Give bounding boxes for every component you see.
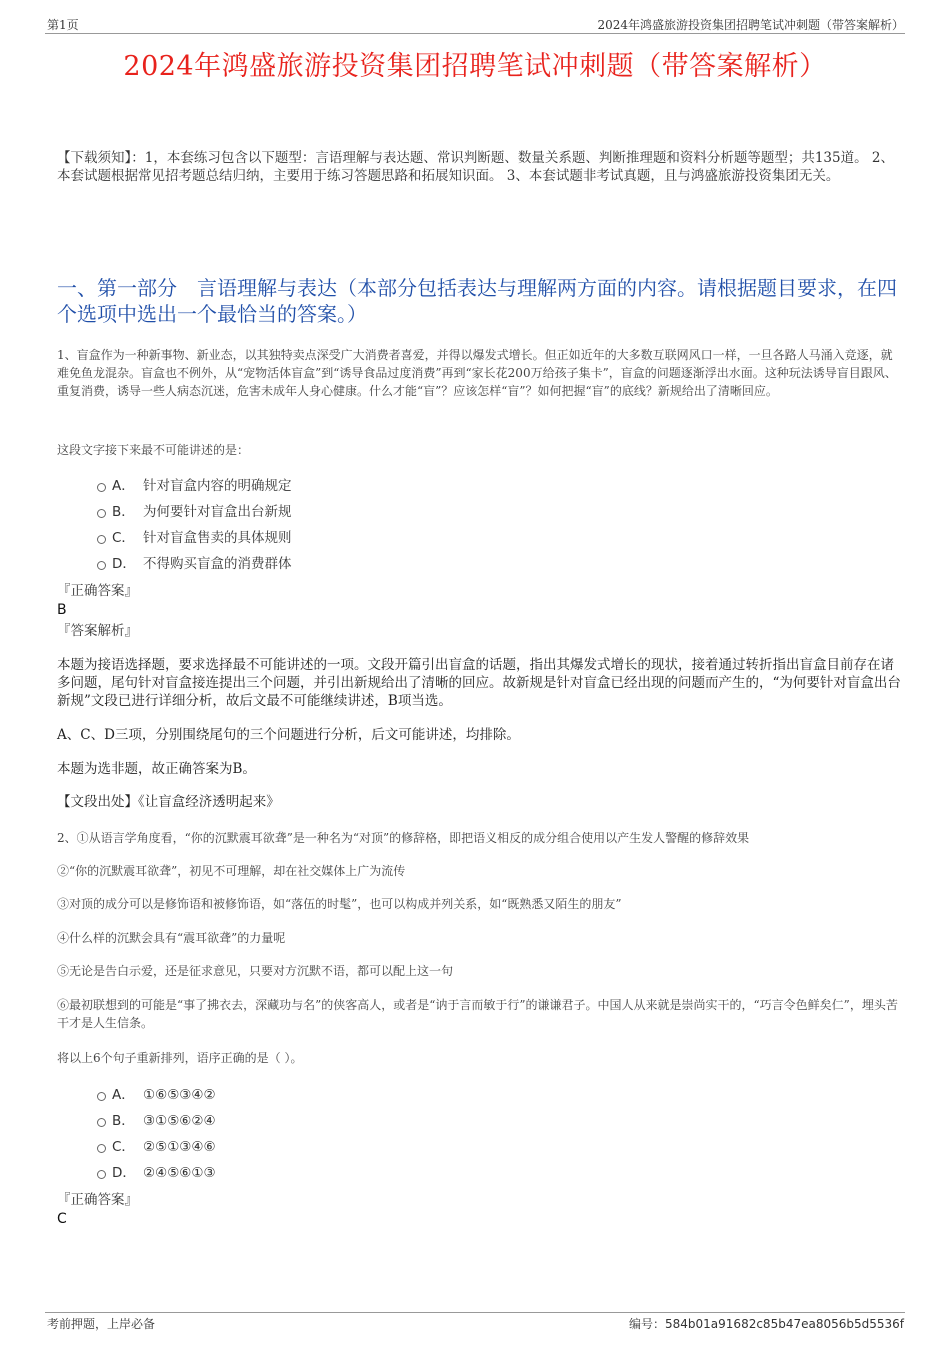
q1-option-d[interactable] — [97, 554, 292, 574]
section-heading: 一、第一部分 言语理解与表达（本部分包括表达与理解两方面的内容。请根据题目要求，在四个选项中选出一个最恰当的答案。） — [57, 276, 897, 326]
q1-analysis-para-3: 本题为选非题，故正确答案为B。 — [57, 761, 256, 777]
q2-sentence-5: ⑤无论是告白示爱，还是征求意见，只要对方沉默不语，都可以配上这一句 — [57, 964, 454, 978]
q2-sentence-1: 2、①从语言学角度看，“你的沉默震耳欲聋”是一种名为“对顶”的修辞格，即把语义相反的成分组合使用以产生发人警醒的修辞效果 — [57, 831, 750, 845]
q2-option-a[interactable] — [97, 1085, 216, 1105]
q1-analysis-para-2: A、C、D三项，分别围绕尾句的三个问题进行分析，后文可能讲述，均排除。 — [57, 727, 520, 743]
document-title: 2024年鸿盛旅游投资集团招聘笔试冲刺题（带答案解析） — [123, 51, 827, 82]
q2-answer-label: 『正确答案』 — [57, 1192, 138, 1208]
q2-sentence-6: ⑥最初联想到的可能是“事了拂衣去，深藏功与名”的侠客高人，或者是“讷于言而敏于行”的谦谦君子。中国人从来就是崇尚实干的，“巧言令色鲜矣仁”，埋头苦干才是人生信条。 — [57, 998, 898, 1030]
page-number: 第1页 — [47, 18, 79, 32]
footer-slogan: 考前押题，上岸必备 — [47, 1317, 156, 1331]
option-text: 不得购买盲盒的消费群体 — [143, 556, 292, 572]
code-label: 编号： — [629, 1317, 666, 1331]
option-text: 针对盲盒内容的明确规定 — [143, 478, 292, 494]
option-letter: C． — [112, 1139, 135, 1155]
q1-source: 【文段出处】《让盲盒经济透明起来》 — [57, 794, 280, 810]
option-text: ②⑤①③④⑥ — [143, 1139, 216, 1155]
q2-sentence-3: ③对顶的成分可以是修饰语和被修饰语，如“落伍的时髦”，也可以构成并列关系，如“既熟悉又陌生的朋友” — [57, 897, 622, 911]
q1-answer-label: 『正确答案』 — [57, 583, 138, 599]
download-notice: 【下载须知】：1，本套练习包含以下题型：言语理解与表达题、常识判断题、数量关系题、判断推理题和资料分析题等题型；共135道。 2、本套试题根据常见招考题总结归纳，主要用于练习答题思路和拓展知识面。 3、本套试题非考试真题，且与鸿盛旅游投资集团无关。 — [57, 150, 894, 184]
q1-passage: 1、盲盒作为一种新事物、新业态，以其独特卖点深受广大消费者喜爱，并得以爆发式增长。但正如近年的大多数互联网风口一样，一旦各路人马涌入竞逐，就难免鱼龙混杂。盲盒也不例外，从“宠物活体盲盒”到“诱导食品过度消费”再到“家长花200万给孩子集卡”，盲盒的问题逐渐浮出水面。这种玩法诱导盲目跟风、重复消费，诱导一些人病态沉迷，危害未成年人身心健康。什么才能“盲”？应该怎样“盲”？如何把握“盲”的底线？新规给出了清晰回应。 — [57, 348, 897, 398]
option-letter: D． — [112, 1165, 136, 1181]
option-text: ①⑥⑤③④② — [143, 1087, 216, 1103]
footer-divider — [45, 1312, 905, 1313]
radio-icon[interactable] — [97, 509, 106, 518]
q1-option-a[interactable] — [97, 476, 292, 496]
q2-answer-value: C — [57, 1211, 67, 1227]
q2-option-c[interactable] — [97, 1137, 216, 1157]
option-text: ③①⑤⑥②④ — [143, 1113, 216, 1129]
code-value: 584b01a91682c85b47ea8056b5d5536f — [665, 1317, 904, 1331]
header-divider — [45, 33, 905, 34]
q1-analysis-label: 『答案解析』 — [57, 623, 138, 639]
q1-option-b[interactable] — [97, 502, 292, 522]
q1-option-c[interactable] — [97, 528, 292, 548]
option-letter: B． — [112, 504, 135, 520]
option-letter: C． — [112, 530, 135, 546]
radio-icon[interactable] — [97, 483, 106, 492]
option-text: ②④⑤⑥①③ — [143, 1165, 216, 1181]
q2-option-d[interactable] — [97, 1163, 216, 1183]
document-code — [629, 1315, 904, 1332]
q1-analysis-para-1: 本题为接语选择题，要求选择最不可能讲述的一项。文段开篇引出盲盒的话题，指出其爆发式增长的现状，接着通过转折指出盲盒目前存在诸多问题，尾句针对盲盒接连提出三个问题，并引出新规给出了清晰的回应。故新规是针对盲盒已经出现的问题而产生的，“为何要针对盲盒出台新规”文段已进行详细分析，故后文最不可能继续讲述，B项当选。 — [57, 657, 901, 709]
running-header-title: 2024年鸿盛旅游投资集团招聘笔试冲刺题（带答案解析） — [597, 18, 904, 32]
radio-icon[interactable] — [97, 561, 106, 570]
q2-stem: 将以上6个句子重新排列，语序正确的是（ ）。 — [57, 1051, 303, 1065]
q2-sentence-4: ④什么样的沉默会具有“震耳欲聋”的力量呢 — [57, 931, 286, 945]
option-text: 针对盲盒售卖的具体规则 — [143, 530, 292, 546]
radio-icon[interactable] — [97, 535, 106, 544]
option-text: 为何要针对盲盒出台新规 — [143, 504, 292, 520]
radio-icon[interactable] — [97, 1118, 106, 1127]
option-letter: A． — [112, 478, 135, 494]
option-letter: B． — [112, 1113, 135, 1129]
q1-stem: 这段文字接下来最不可能讲述的是： — [57, 443, 250, 457]
option-letter: D． — [112, 556, 136, 572]
radio-icon[interactable] — [97, 1170, 106, 1179]
option-letter: A． — [112, 1087, 135, 1103]
q2-sentence-2: ②“你的沉默震耳欲聋”，初见不可理解，却在社交媒体上广为流传 — [57, 864, 406, 878]
radio-icon[interactable] — [97, 1144, 106, 1153]
q1-answer-value: B — [57, 602, 67, 618]
q2-option-b[interactable] — [97, 1111, 216, 1131]
radio-icon[interactable] — [97, 1092, 106, 1101]
